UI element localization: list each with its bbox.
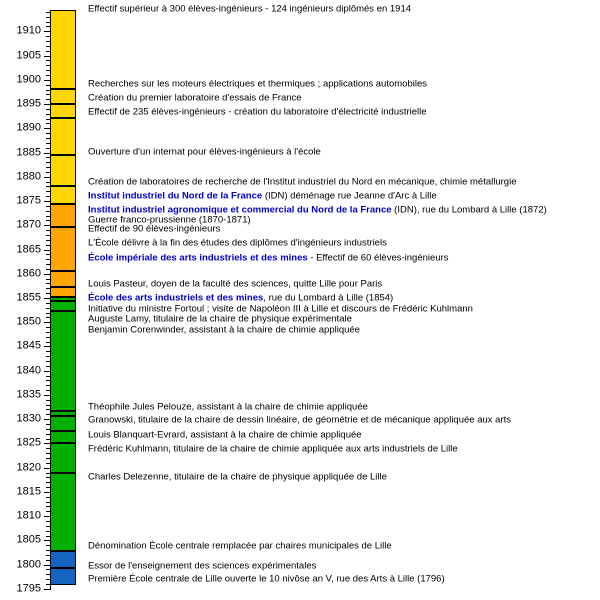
axis-tick-minor: [46, 75, 50, 76]
axis-tick-major: [44, 589, 50, 590]
axis-tick-major: [44, 468, 50, 469]
bar-divider: [50, 203, 76, 205]
axis-tick-label: 1820: [16, 461, 41, 474]
bar-divider: [50, 310, 76, 312]
axis-tick-minor: [46, 211, 50, 212]
bar-divider: [50, 88, 76, 90]
event-text: Louis Blanquart-Evrard, assistant à la chaire de chimie appliquée: [88, 429, 362, 441]
axis-tick-minor: [46, 172, 50, 173]
axis-tick-major: [44, 322, 50, 323]
event-text: (IDN) déménage rue Jeanne d'Arc à Lille: [262, 190, 437, 202]
event-link-text[interactable]: Institut industriel du Nord de la France: [88, 190, 263, 202]
axis-tick-minor: [46, 361, 50, 362]
axis-tick-major: [44, 153, 50, 154]
axis-tick-minor: [46, 288, 50, 289]
axis-tick-minor: [46, 109, 50, 110]
event-text: Première École centrale de Lille ouverte le 10 nivôse an V, rue des Arts à Lille (1796): [88, 573, 445, 585]
axis-tick-label: 1905: [16, 49, 41, 62]
axis-tick-minor: [46, 196, 50, 197]
bar-divider: [50, 103, 76, 105]
timeline-event: [88, 108, 427, 119]
axis-tick-minor: [46, 162, 50, 163]
event-link-text[interactable]: Institut industriel agronomique et commercial du Nord de la France: [88, 204, 392, 216]
axis-tick-label: 1805: [16, 533, 41, 546]
axis-tick-label: 1855: [16, 291, 41, 304]
axis-tick-minor: [46, 560, 50, 561]
axis-tick-major: [44, 298, 50, 299]
event-text: L'École délivre à la fin des études des diplômes d'ingénieurs industriels: [88, 237, 387, 249]
axis-tick-minor: [46, 342, 50, 343]
axis-tick-minor: [46, 366, 50, 367]
axis-tick-minor: [46, 157, 50, 158]
axis-tick-major: [44, 56, 50, 57]
event-text: Charles Delezenne, titulaire de la chaire de physique appliquée de Lille: [88, 471, 387, 483]
axis-tick-major: [44, 443, 50, 444]
event-text: , rue du Lombard à Lille (1854): [263, 292, 394, 304]
axis-tick-minor: [46, 123, 50, 124]
axis-tick-minor: [46, 308, 50, 309]
bar-divider: [50, 550, 76, 552]
axis-tick-minor: [46, 46, 50, 47]
bar-segment: [50, 10, 76, 204]
axis-tick-minor: [46, 41, 50, 42]
axis-tick-minor: [46, 521, 50, 522]
axis-tick-minor: [46, 511, 50, 512]
event-link-text[interactable]: École impériale des arts industriels et des mines: [88, 252, 308, 264]
axis-tick-major: [44, 225, 50, 226]
axis-tick-minor: [46, 167, 50, 168]
axis-tick-minor: [46, 138, 50, 139]
axis-tick-minor: [46, 36, 50, 37]
axis-tick-major: [44, 274, 50, 275]
axis-tick-minor: [46, 17, 50, 18]
bar-segment: [50, 204, 76, 297]
axis-tick-label: 1810: [16, 509, 41, 522]
bar-segment: [50, 297, 76, 552]
axis-tick-minor: [46, 380, 50, 381]
axis-tick-minor: [46, 186, 50, 187]
event-text: Auguste Lamy, titulaire de la chaire de physique expérimentale: [88, 313, 352, 325]
event-text: Guerre franco-prussienne (1870-1871): [88, 214, 251, 226]
axis-tick-minor: [46, 240, 50, 241]
bar-divider: [50, 286, 76, 288]
axis-tick-label: 1880: [16, 170, 41, 183]
event-text: Création de laboratoires de recherche de l'Institut industriel du Nord en mécanique, chimie métallurgie: [88, 176, 517, 188]
axis-tick-minor: [46, 351, 50, 352]
axis-tick-minor: [46, 574, 50, 575]
axis-tick-minor: [46, 143, 50, 144]
axis-tick-minor: [46, 293, 50, 294]
axis-tick-minor: [46, 119, 50, 120]
axis-tick-label: 1815: [16, 485, 41, 498]
axis-tick-major: [44, 346, 50, 347]
axis-tick-minor: [46, 283, 50, 284]
axis-tick-minor: [46, 114, 50, 115]
event-text: Recherches sur les moteurs électriques et thermiques ; applications automobiles: [88, 78, 427, 90]
axis-tick-label: 1795: [16, 582, 41, 595]
axis-tick-minor: [46, 60, 50, 61]
timeline-event: [88, 225, 220, 236]
axis-tick-major: [44, 104, 50, 105]
axis-tick-minor: [46, 259, 50, 260]
timeline-event: [88, 403, 368, 414]
axis-tick-label: 1845: [16, 339, 41, 352]
axis-tick-minor: [46, 94, 50, 95]
axis-tick-minor: [46, 434, 50, 435]
event-link-text[interactable]: École des arts industriels et des mines: [88, 292, 264, 304]
bar-divider: [50, 472, 76, 474]
axis-tick-minor: [46, 22, 50, 23]
axis-tick-minor: [46, 206, 50, 207]
event-text: Essor de l'enseignement des sciences expérimentales: [88, 560, 317, 572]
axis-tick-minor: [46, 85, 50, 86]
axis-tick-minor: [46, 477, 50, 478]
timeline-event: [88, 542, 392, 553]
axis-tick-major: [44, 419, 50, 420]
axis-tick-minor: [46, 65, 50, 66]
axis-tick-minor: [46, 429, 50, 430]
axis-tick-minor: [46, 220, 50, 221]
event-text: Théophile Jules Pelouze, assistant à la chaire de chimie appliquée: [88, 401, 368, 413]
axis-tick-minor: [46, 448, 50, 449]
axis-tick-minor: [46, 254, 50, 255]
axis-tick-minor: [46, 269, 50, 270]
axis-tick-label: 1850: [16, 315, 41, 328]
axis-tick-minor: [46, 390, 50, 391]
axis-tick-minor: [46, 279, 50, 280]
axis-tick-minor: [46, 148, 50, 149]
event-text: Dénomination École centrale remplacée par chaires municipales de Lille: [88, 540, 392, 552]
axis-tick-major: [44, 371, 50, 372]
timeline-event: [88, 325, 360, 336]
axis-tick-label: 1910: [16, 24, 41, 37]
axis-tick-minor: [46, 26, 50, 27]
axis-tick-minor: [46, 414, 50, 415]
bar-divider: [50, 185, 76, 187]
axis-tick-minor: [46, 385, 50, 386]
axis-tick-minor: [46, 569, 50, 570]
event-text: Ouverture d'un internat pour élèves-ingénieurs à l'école: [88, 146, 321, 158]
event-text: Effectif de 235 élèves-ingénieurs - création du laboratoire d'électricité industrielle: [88, 106, 427, 118]
axis-tick-minor: [46, 463, 50, 464]
axis-tick-minor: [46, 487, 50, 488]
axis-tick-minor: [46, 409, 50, 410]
bar-divider: [50, 226, 76, 228]
bar-divider: [50, 567, 76, 569]
axis-tick-major: [44, 31, 50, 32]
axis-tick-minor: [46, 482, 50, 483]
axis-tick-minor: [46, 264, 50, 265]
axis-tick-minor: [46, 133, 50, 134]
timeline-event: [88, 80, 427, 91]
axis-tick-label: 1870: [16, 218, 41, 231]
axis-tick-minor: [46, 584, 50, 585]
axis-tick-minor: [46, 303, 50, 304]
event-text: Granowski, titulaire de la chaire de dessin linéaire, de géométrie et de mécanique appliquée aux arts: [88, 414, 511, 426]
axis-tick-minor: [46, 453, 50, 454]
axis-tick-label: 1900: [16, 73, 41, 86]
bar-divider: [50, 415, 76, 417]
axis-tick-minor: [46, 545, 50, 546]
axis-tick-minor: [46, 439, 50, 440]
event-text: (IDN), rue du Lombard à Lille (1872): [391, 204, 547, 216]
axis-tick-minor: [46, 502, 50, 503]
axis-tick-major: [44, 250, 50, 251]
event-text: Effectif supérieur à 300 élèves-ingénieurs - 124 ingénieurs diplômés en 1914: [88, 3, 412, 15]
timeline-event: [88, 94, 302, 105]
axis-tick-minor: [46, 400, 50, 401]
axis-tick-minor: [46, 99, 50, 100]
axis-tick-label: 1825: [16, 436, 41, 449]
axis-tick-label: 1895: [16, 97, 41, 110]
timeline-event: [88, 562, 316, 573]
axis-tick-label: 1840: [16, 364, 41, 377]
axis-tick-minor: [46, 51, 50, 52]
axis-tick-minor: [46, 230, 50, 231]
axis-tick-label: 1865: [16, 243, 41, 255]
axis-tick-label: 1800: [16, 558, 41, 571]
axis-tick-minor: [46, 473, 50, 474]
axis-tick-major: [44, 128, 50, 129]
event-text: Effectif de 90 élèves-ingénieurs: [88, 223, 221, 235]
timeline-event: [88, 472, 387, 483]
axis-tick-minor: [46, 497, 50, 498]
axis-tick-minor: [46, 579, 50, 580]
event-text: Création du premier laboratoire d'essais de France: [88, 92, 302, 104]
axis-tick-minor: [46, 313, 50, 314]
axis-tick-minor: [46, 356, 50, 357]
axis-tick-minor: [46, 526, 50, 527]
bar-divider: [50, 430, 76, 432]
bar-divider: [50, 270, 76, 272]
bar-divider: [50, 410, 76, 412]
timeline-event: [88, 254, 448, 265]
event-text: Louis Pasteur, doyen de la faculté des sciences, quitte Lille pour Paris: [88, 278, 383, 290]
timeline-event: [88, 575, 445, 586]
axis-tick-major: [44, 201, 50, 202]
axis-tick-minor: [46, 506, 50, 507]
timeline-event: [88, 279, 382, 290]
timeline-event: [88, 239, 387, 250]
axis-tick-minor: [46, 90, 50, 91]
bar-divider: [50, 296, 76, 298]
axis-tick-minor: [46, 405, 50, 406]
bar-divider: [50, 442, 76, 444]
axis-tick-minor: [46, 531, 50, 532]
axis-tick-major: [44, 565, 50, 566]
timeline-event: [88, 4, 411, 15]
axis-tick-minor: [46, 235, 50, 236]
axis-tick-minor: [46, 182, 50, 183]
axis-tick-label: 1890: [16, 121, 41, 134]
axis-tick-label: 1885: [16, 146, 41, 159]
bar-divider: [50, 117, 76, 119]
axis-tick-major: [44, 177, 50, 178]
timeline-event: [88, 148, 321, 159]
axis-tick-minor: [46, 458, 50, 459]
timeline-event: [88, 445, 458, 456]
axis-tick-minor: [46, 555, 50, 556]
axis-tick-major: [44, 80, 50, 81]
axis-tick-minor: [46, 12, 50, 13]
axis-tick-minor: [46, 70, 50, 71]
axis-line: [50, 585, 51, 590]
timeline-event: [88, 416, 511, 427]
axis-tick-minor: [46, 424, 50, 425]
axis-tick-major: [44, 395, 50, 396]
axis-tick-minor: [46, 332, 50, 333]
event-text: Frédéric Kuhlmann, titulaire de la chaire de chimie appliquée aux arts industriels de Lille: [88, 443, 458, 455]
axis-tick-minor: [46, 317, 50, 318]
axis-tick-minor: [46, 191, 50, 192]
axis-tick-label: 1835: [16, 388, 41, 401]
axis-tick-minor: [46, 536, 50, 537]
axis-tick-minor: [46, 376, 50, 377]
timeline-event: [88, 178, 517, 189]
axis-tick-label: 1830: [16, 412, 41, 425]
event-text: Benjamin Corenwinder, assistant à la chaire de chimie appliquée: [88, 324, 360, 336]
axis-tick-major: [44, 516, 50, 517]
event-text: Initiative du ministre Fortoul ; visite de Napoléon III à Lille et discours de Frédéric Kuhlmann: [88, 303, 473, 315]
axis-tick-minor: [46, 245, 50, 246]
axis-tick-label: 1875: [16, 194, 41, 207]
timeline-event: [88, 192, 437, 203]
axis-tick-major: [44, 492, 50, 493]
axis-tick-minor: [46, 327, 50, 328]
axis-tick-label: 1860: [16, 267, 41, 280]
axis-tick-minor: [46, 337, 50, 338]
axis-tick-major: [44, 540, 50, 541]
bar-divider: [50, 300, 76, 302]
event-text: - Effectif de 60 élèves-ingénieurs: [307, 252, 449, 264]
timeline-event: [88, 431, 362, 442]
axis-tick-minor: [46, 216, 50, 217]
bar-divider: [50, 154, 76, 156]
axis-tick-minor: [46, 550, 50, 551]
